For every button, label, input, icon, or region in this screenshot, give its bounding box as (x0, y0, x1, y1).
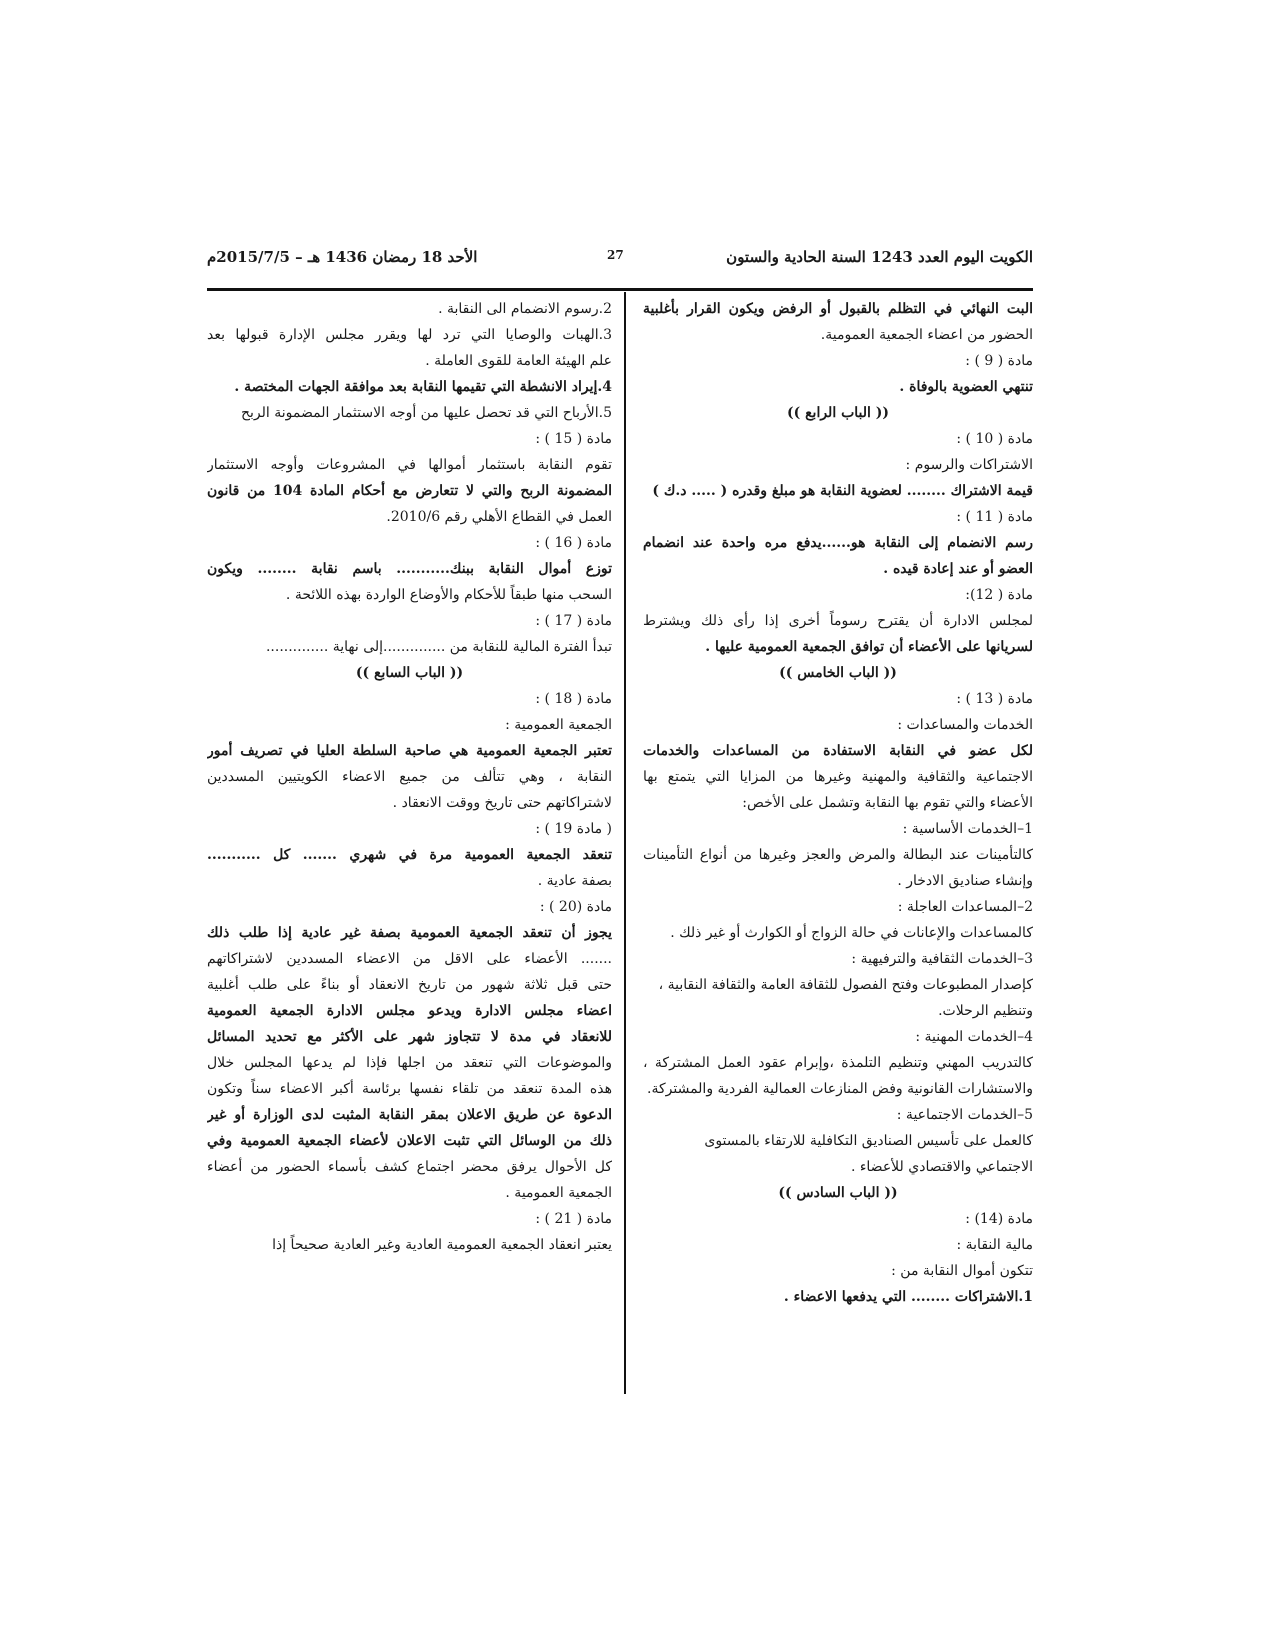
text-line: هذه المدة تنعقد من تلقاء نفسها برئاسة أكبر الاعضاء سناً وتكون (207, 1081, 612, 1097)
text-line: 5–الخدمات الاجتماعية : (896, 1107, 1033, 1123)
text-line: مادة ( 10 ) : (956, 431, 1033, 447)
text-line: والاستشارات القانونية وفض المنازعات العمالية الفردية والمشتركة. (647, 1081, 1033, 1097)
right-column (643, 296, 1033, 1310)
text-line: ذلك من الوسائل التي تثبت الاعلان لأعضاء الجمعية العمومية وفي (207, 1133, 612, 1149)
text-line: البت النهائي في التظلم بالقبول أو الرفض ويكون القرار بأغلبية (643, 301, 1033, 317)
text-line: مادة ( 15 ) : (535, 431, 612, 447)
text-line: المضمونة الربح والتي لا تتعارض مع أحكام المادة 104 من قانون (207, 483, 612, 499)
text-line: العمل في القطاع الأهلي رقم 2010/6. (386, 509, 612, 525)
text-line: 4–الخدمات المهنية : (915, 1029, 1033, 1045)
text-line: مادة ( 11 ) : (956, 509, 1033, 525)
header-date: الأحد 18 رمضان 1436 هـ – 2015/7/5م (207, 248, 478, 266)
text-line: بصفة عادية . (537, 873, 612, 889)
text-line: الاجتماعية والثقافية والمهنية وغيرها من المزايا التي يتمتع بها (643, 769, 1033, 785)
text-line: مالية النقابة : (956, 1237, 1033, 1253)
text-line: مادة ( 16 ) : (535, 535, 612, 551)
header-rule (207, 288, 1033, 291)
left-column (207, 296, 612, 1258)
text-line: الحضور من اعضاء الجمعية العمومية. (820, 327, 1033, 343)
text-line: كالتدريب المهني وتنظيم التلمذة ،وإبرام عقود العمل المشتركة ، (643, 1055, 1033, 1071)
text-line: وإنشاء صناديق الادخار . (897, 873, 1033, 889)
text-line: حتى قبل ثلاثة شهور من تاريخ الانعقاد أو بناءً على طلب أغلبية (207, 977, 612, 993)
text-line: الاجتماعي والاقتصادي للأعضاء . (850, 1159, 1033, 1175)
text-line: (( الباب السادس )) (778, 1185, 898, 1201)
text-line: كل الأحوال يرفق محضر اجتماع كشف بأسماء الحضور من أعضاء (207, 1159, 612, 1175)
text-line: النقابة ، وهي تتألف من جميع الاعضاء الكويتيين المسددين (207, 769, 612, 785)
text-line: 3.الهبات والوصايا التي ترد لها ويقرر مجلس الإدارة قبولها بعد (207, 327, 612, 343)
text-line: 1.الاشتراكات ........ التي يدفعها الاعضاء . (783, 1289, 1033, 1305)
text-line: للانعقاد في مدة لا تتجاوز شهر على الأكثر مع تحديد المسائل (207, 1029, 612, 1045)
text-line: يجوز أن تنعقد الجمعية العمومية بصفة غير عادية إذا طلب ذلك (207, 925, 612, 941)
text-line: مادة ( 12): (965, 587, 1033, 603)
text-line: مادة ( 9 ) : (965, 353, 1033, 369)
text-line: الاشتراكات والرسوم : (905, 457, 1033, 473)
text-line: ....... الأعضاء على الاقل من الاعضاء المسددين لاشتراكاتهم (207, 951, 612, 967)
text-line: والموضوعات التي تنعقد من اجلها فإذا لم يدعها المجلس خلال (207, 1055, 612, 1071)
text-line: 2–المساعدات العاجلة : (897, 899, 1033, 915)
text-line: كالتأمينات عند البطالة والمرض والعجز وغيرها من أنواع التأمينات (643, 847, 1033, 863)
column-divider (624, 292, 626, 1394)
text-line: مادة ( 21 ) : (535, 1211, 612, 1227)
text-line: لمجلس الادارة أن يقترح رسوماً أخرى إذا رأى ذلك ويشترط (643, 613, 1033, 629)
text-line: مادة (14) : (965, 1211, 1033, 1227)
text-line: كإصدار المطبوعات وفتح الفصول للثقافة العامة والثقافة النقابية ، (658, 977, 1033, 993)
text-line: كالعمل على تأسيس الصناديق التكافلية للارتقاء بالمستوى (704, 1133, 1033, 1149)
text-line: لكل عضو في النقابة الاستفادة من المساعدات والخدمات (643, 743, 1033, 759)
text-line: 3–الخدمات الثقافية والترفيهية : (851, 951, 1033, 967)
text-line: تبدأ الفترة المالية للنقابة من ..............إلى نهاية .............. (265, 639, 612, 655)
text-line: تنتهي العضوية بالوفاة . (899, 379, 1033, 395)
text-line: الجمعية العمومية : (505, 717, 612, 733)
text-line: كالمساعدات والإعانات في حالة الزواج أو الكوارث أو غير ذلك . (670, 925, 1033, 941)
text-line: لسريانها على الأعضاء أن توافق الجمعية العمومية عليها . (705, 639, 1033, 655)
text-line: رسم الانضمام إلى النقابة هو......يدفع مره واحدة عند انضمام (643, 535, 1033, 551)
text-line: العضو أو عند إعادة قيده . (883, 561, 1033, 577)
text-line: تقوم النقابة باستثمار أموالها في المشروعات وأوجه الاستثمار (207, 457, 612, 473)
text-line: 1–الخدمات الأساسية : (902, 821, 1033, 837)
page-header (207, 244, 1033, 274)
text-line: الجمعية العمومية . (505, 1185, 612, 1201)
text-line: مادة ( 13 ) : (956, 691, 1033, 707)
text-line: قيمة الاشتراك ........ لعضوية النقابة هو مبلغ وقدره ( ..... د.ك ) (652, 483, 1033, 499)
page-number: 27 (607, 248, 624, 262)
text-line: لاشتراكاتهم حتى تاريخ ووقت الانعقاد . (392, 795, 612, 811)
text-line: 5.الأرباح التي قد تحصل عليها من أوجه الاستثمار المضمونة الربح (240, 405, 612, 421)
text-line: مادة ( 18 ) : (535, 691, 612, 707)
text-line: وتنظيم الرحلات. (938, 1003, 1033, 1019)
text-line: علم الهيئة العامة للقوى العاملة . (425, 353, 612, 369)
header-issue: الكويت اليوم العدد 1243 السنة الحادية والستون (726, 248, 1033, 266)
text-line: (( الباب السابع )) (355, 665, 464, 681)
text-line: مادة ( 17 ) : (535, 613, 612, 629)
text-line: يعتبر انعقاد الجمعية العمومية العادية وغير العادية صحيحاً إذا (272, 1237, 612, 1253)
text-line: السحب منها طبقاً للأحكام والأوضاع الواردة بهذه اللائحة . (285, 587, 612, 603)
text-line: ( مادة 19 ) : (535, 821, 612, 837)
text-line: توزع أموال النقابة ببنك........... باسم نقابة ........ ويكون (207, 561, 612, 577)
text-line: مادة (20 ) : (539, 899, 612, 915)
text-line: تعتبر الجمعية العمومية هي صاحبة السلطة العليا في تصريف أمور (207, 743, 612, 759)
text-line: تتكون أموال النقابة من : (891, 1263, 1033, 1279)
text-line: (( الباب الرابع )) (786, 405, 890, 421)
text-line: الدعوة عن طريق الاعلان بمقر النقابة المثبت لدى الوزارة أو غير (207, 1107, 612, 1123)
text-line: الخدمات والمساعدات : (897, 717, 1033, 733)
text-line: الأعضاء والتي تقوم بها النقابة وتشمل على الأخص: (742, 795, 1033, 811)
text-line: 4.إيراد الانشطة التي تقيمها النقابة بعد موافقة الجهات المختصة . (234, 379, 612, 395)
text-line: 2.رسوم الانضمام الى النقابة . (438, 301, 612, 317)
text-line: (( الباب الخامس )) (779, 665, 897, 681)
text-line: اعضاء مجلس الادارة ويدعو مجلس الادارة الجمعية العمومية (207, 1003, 612, 1019)
text-line: تنعقد الجمعية العمومية مرة في شهري ....... كل ........... (207, 847, 612, 863)
